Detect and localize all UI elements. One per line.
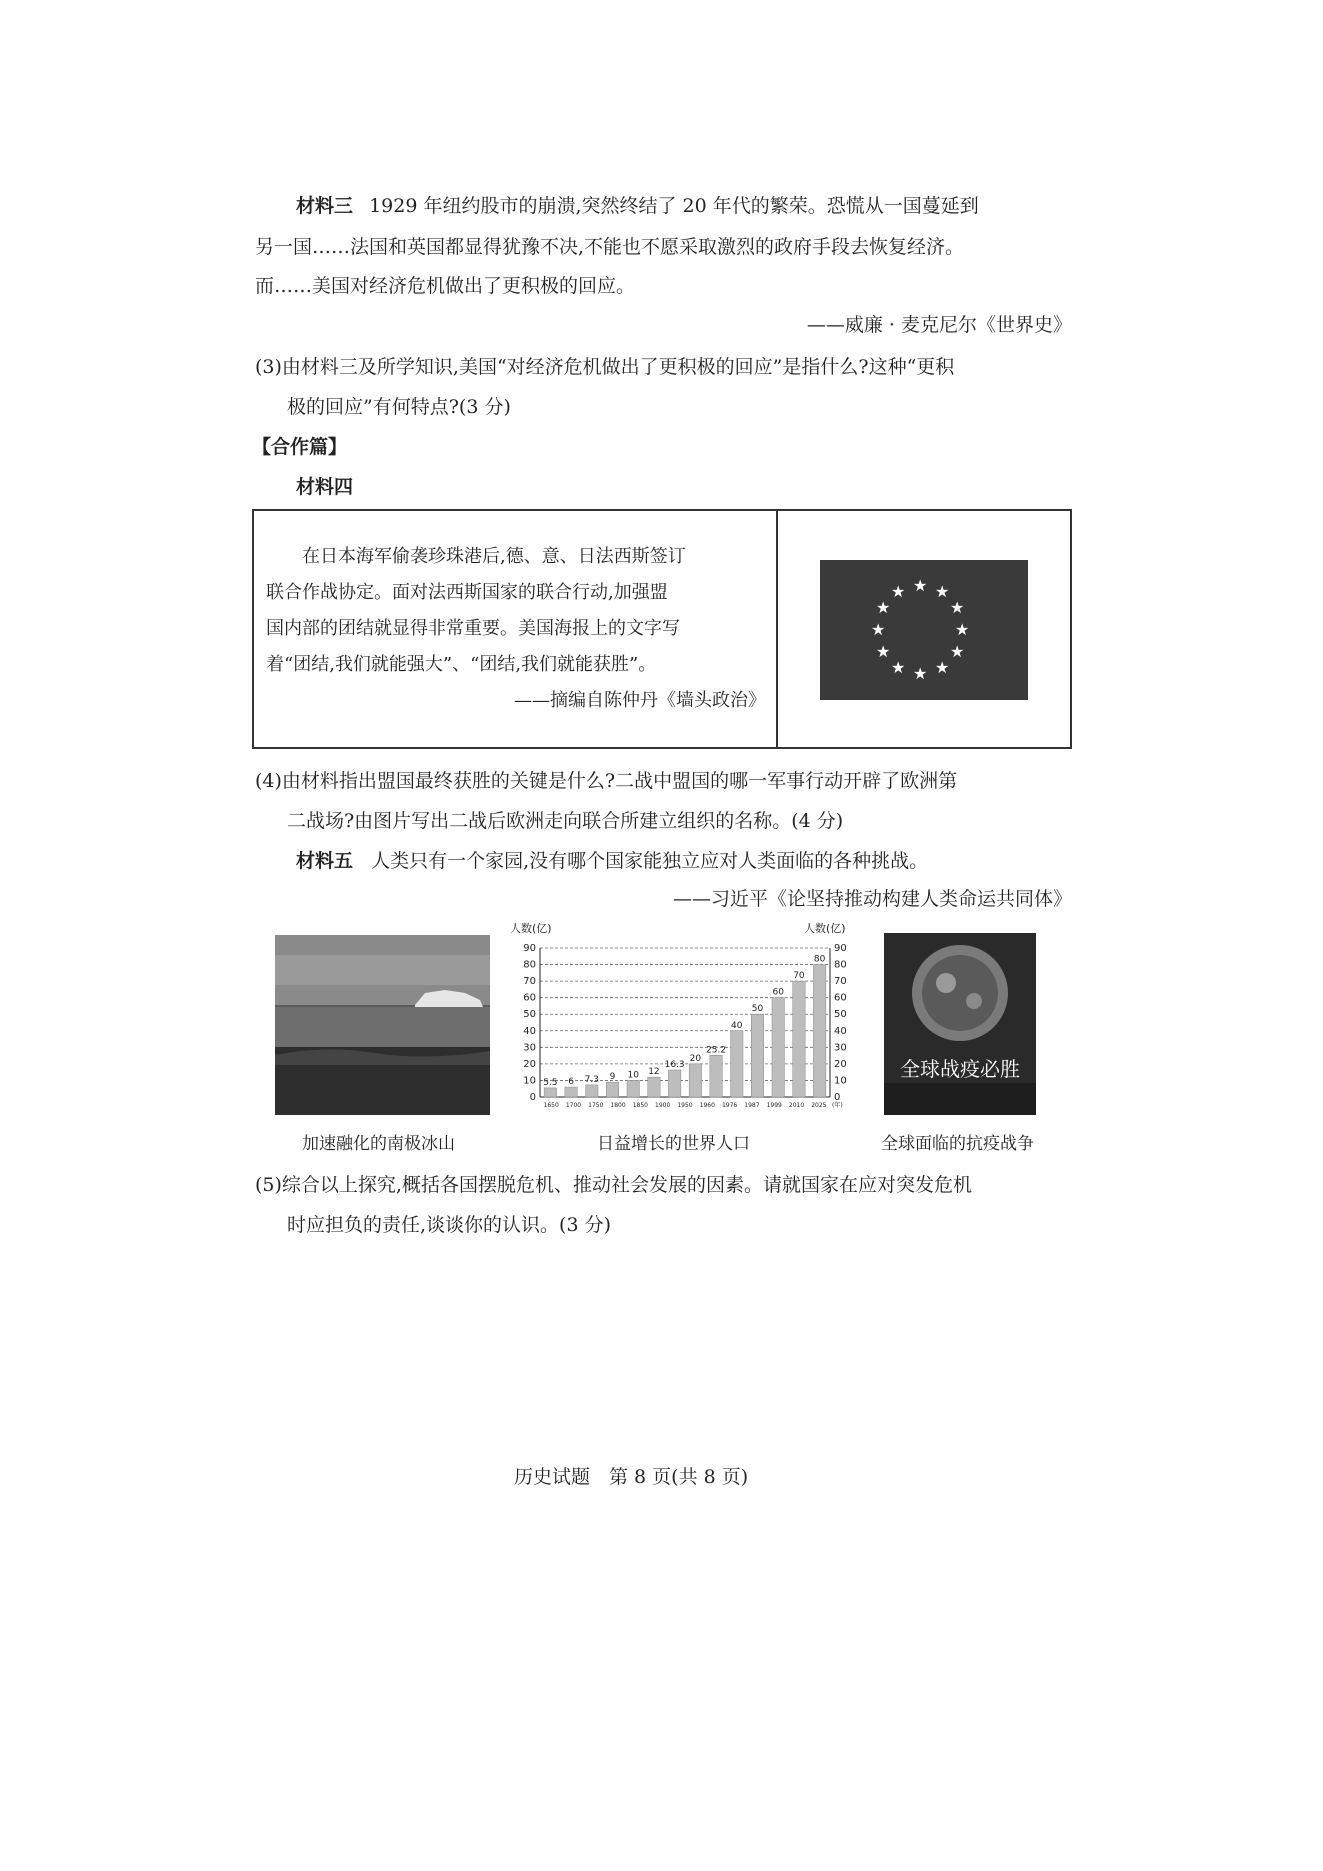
bar-value-label: 6	[568, 1077, 574, 1088]
x-tick-label: 1700	[565, 1102, 582, 1109]
poster-text: 全球战疫必胜	[900, 1057, 1020, 1081]
y-tick-label-left: 70	[523, 976, 536, 988]
y-tick-label-left: 40	[523, 1025, 536, 1037]
y-tick-label-right: 50	[834, 1009, 847, 1021]
pandemic-poster-image	[884, 933, 1036, 1115]
material4-label: 材料四	[296, 476, 354, 498]
x-tick-label: 1650	[543, 1102, 559, 1109]
material4-line2: 联合作战协定。面对法西斯国家的联合行动,加强盟	[266, 582, 668, 603]
material5-text: 人类只有一个家园,没有哪个国家能独立应对人类面临的各种挑战。	[371, 850, 929, 872]
material4-divider	[776, 511, 778, 747]
star-icon: ★	[950, 642, 965, 661]
star-icon: ★	[935, 658, 950, 677]
question-3-line1: (3)由材料三及所学知识,美国“对经济危机做出了更积极的回应”是指什么?这种“更积	[255, 356, 955, 378]
y-tick-label-right: 90	[834, 943, 847, 954]
bar	[689, 1064, 701, 1097]
bar-value-label: 9	[609, 1072, 616, 1083]
star-icon: ★	[950, 598, 965, 617]
bar	[710, 1055, 722, 1097]
material3-line1	[296, 191, 979, 221]
bar-value-label: 50	[751, 1004, 764, 1015]
bar	[627, 1080, 639, 1097]
y-tick-label-left: 90	[523, 943, 536, 954]
x-tick-label: 1800	[610, 1102, 626, 1109]
bar-value-label: 80	[813, 954, 826, 965]
bar	[648, 1077, 660, 1097]
pandemic-poster-graphic	[884, 933, 1036, 1115]
star-icon: ★	[913, 664, 928, 683]
x-tick-label: 1999	[766, 1102, 782, 1109]
y-axis-title-right: 人数(亿)	[804, 922, 846, 935]
bar-value-label: 7.3	[584, 1074, 599, 1085]
y-tick-label-left: 10	[523, 1075, 536, 1087]
bar-value-label: 5.5	[543, 1077, 558, 1088]
material4-text	[266, 539, 766, 719]
y-tick-label-right: 20	[834, 1058, 847, 1070]
y-tick-label-left: 0	[529, 1092, 536, 1103]
y-axis-title-left: 人数(亿)	[510, 922, 552, 935]
antarctic-iceberg-photo	[275, 935, 490, 1115]
y-tick-label-right: 70	[834, 976, 847, 988]
question-4-line2: 二战场?由图片写出二战后欧洲走向联合所建立组织的名称。(4 分)	[287, 810, 844, 832]
material3-text1: 1929 年纽约股市的崩溃,突然终结了 20 年代的繁荣。恐慌从一国蔓延到	[369, 195, 979, 217]
star-icon: ★	[955, 620, 970, 639]
star-icon: ★	[891, 658, 906, 677]
page-footer: 历史试题 第 8 页(共 8 页)	[514, 1466, 749, 1488]
y-tick-label-right: 80	[834, 959, 847, 971]
question-5-line1: (5)综合以上探究,概括各国摆脱危机、推动社会发展的因素。请就国家在应对突发危机	[255, 1174, 972, 1196]
material3-line2: 另一国……法国和英国都显得犹豫不决,不能也不愿采取激烈的政府手段去恢复经济。	[255, 236, 965, 258]
caption-population: 日益增长的世界人口	[597, 1134, 750, 1154]
caption-pandemic: 全球面临的抗疫战争	[881, 1134, 1034, 1154]
star-icon: ★	[871, 620, 886, 639]
iceberg-photo-graphic	[275, 935, 490, 1115]
x-tick-label: 1960	[699, 1102, 715, 1109]
bar	[772, 998, 784, 1097]
bar-value-label: 16.3	[664, 1060, 685, 1071]
y-tick-label-right: 30	[834, 1042, 847, 1054]
question-4-line1: (4)由材料指出盟国最终获胜的关键是什么?二战中盟国的哪一军事行动开辟了欧洲第	[255, 770, 958, 792]
y-tick-label-right: 10	[834, 1075, 847, 1087]
y-tick-label-left: 30	[523, 1042, 536, 1054]
section-heading: 【合作篇】	[252, 436, 348, 458]
y-tick-label-left: 50	[523, 1009, 536, 1021]
material4-source: ——摘编自陈仲丹《墙头政治》	[514, 690, 766, 711]
bar-value-label: 12	[648, 1067, 660, 1078]
x-tick-label: 1987	[744, 1102, 760, 1109]
x-tick-label: 1750	[588, 1102, 604, 1109]
material4-line3: 国内部的团结就显得非常重要。美国海报上的文字写	[266, 618, 680, 639]
bar-value-label: 10	[627, 1070, 639, 1081]
bar-value-label: 20	[689, 1053, 702, 1064]
bar-value-label: 25.2	[706, 1045, 727, 1056]
x-tick-label: 1900	[655, 1102, 671, 1109]
x-tick-label: 1950	[677, 1102, 693, 1109]
caption-antarctic-iceberg: 加速融化的南极冰山	[302, 1134, 455, 1154]
x-tick-label: 1850	[632, 1102, 649, 1109]
bar	[731, 1031, 743, 1097]
bar	[793, 981, 805, 1097]
y-tick-label-left: 60	[523, 992, 536, 1004]
bar	[606, 1082, 618, 1097]
x-axis-unit: (年)	[832, 1102, 843, 1109]
y-tick-label-left: 80	[523, 959, 536, 971]
material5-label: 材料五	[296, 850, 354, 872]
star-icon: ★	[876, 642, 891, 661]
star-icon: ★	[935, 582, 950, 601]
bar-value-label: 70	[793, 971, 805, 982]
x-tick-label: 1976	[721, 1102, 738, 1109]
material5-line	[296, 846, 928, 876]
eu-flag-image	[820, 560, 1028, 700]
population-bar-chart	[510, 920, 860, 1125]
bar	[751, 1014, 763, 1097]
question-3-line2: 极的回应”有何特点?(3 分)	[287, 396, 511, 418]
material4-line4: 着“团结,我们就能强大”、“团结,我们就能获胜”。	[266, 654, 657, 675]
y-tick-label-left: 20	[523, 1058, 536, 1070]
y-tick-label-right: 0	[834, 1092, 841, 1103]
x-tick-label: 2025	[811, 1102, 827, 1109]
star-icon: ★	[913, 576, 928, 595]
star-icon: ★	[876, 598, 891, 617]
bar	[544, 1088, 556, 1097]
bar-value-label: 60	[772, 987, 784, 998]
question-5-line2: 时应担负的责任,谈谈你的认识。(3 分)	[287, 1214, 611, 1236]
material4-line1: 在日本海军偷袭珍珠港后,德、意、日法西斯签订	[302, 546, 686, 567]
y-tick-label-right: 40	[834, 1025, 847, 1037]
bar	[668, 1070, 680, 1097]
material3-source: ——威廉 · 麦克尼尔《世界史》	[806, 314, 1072, 336]
material5-source: ——习近平《论坚持推动构建人类命运共同体》	[672, 888, 1072, 910]
star-icon: ★	[891, 582, 906, 601]
y-tick-label-right: 60	[834, 992, 847, 1004]
material3-line3: 而……美国对经济危机做出了更积极的回应。	[255, 275, 636, 297]
bar	[586, 1085, 598, 1097]
x-tick-label: 2010	[788, 1102, 805, 1109]
bar	[813, 965, 825, 1097]
material3-label: 材料三	[296, 195, 354, 217]
bar-value-label: 40	[731, 1020, 743, 1031]
bar	[565, 1087, 577, 1097]
